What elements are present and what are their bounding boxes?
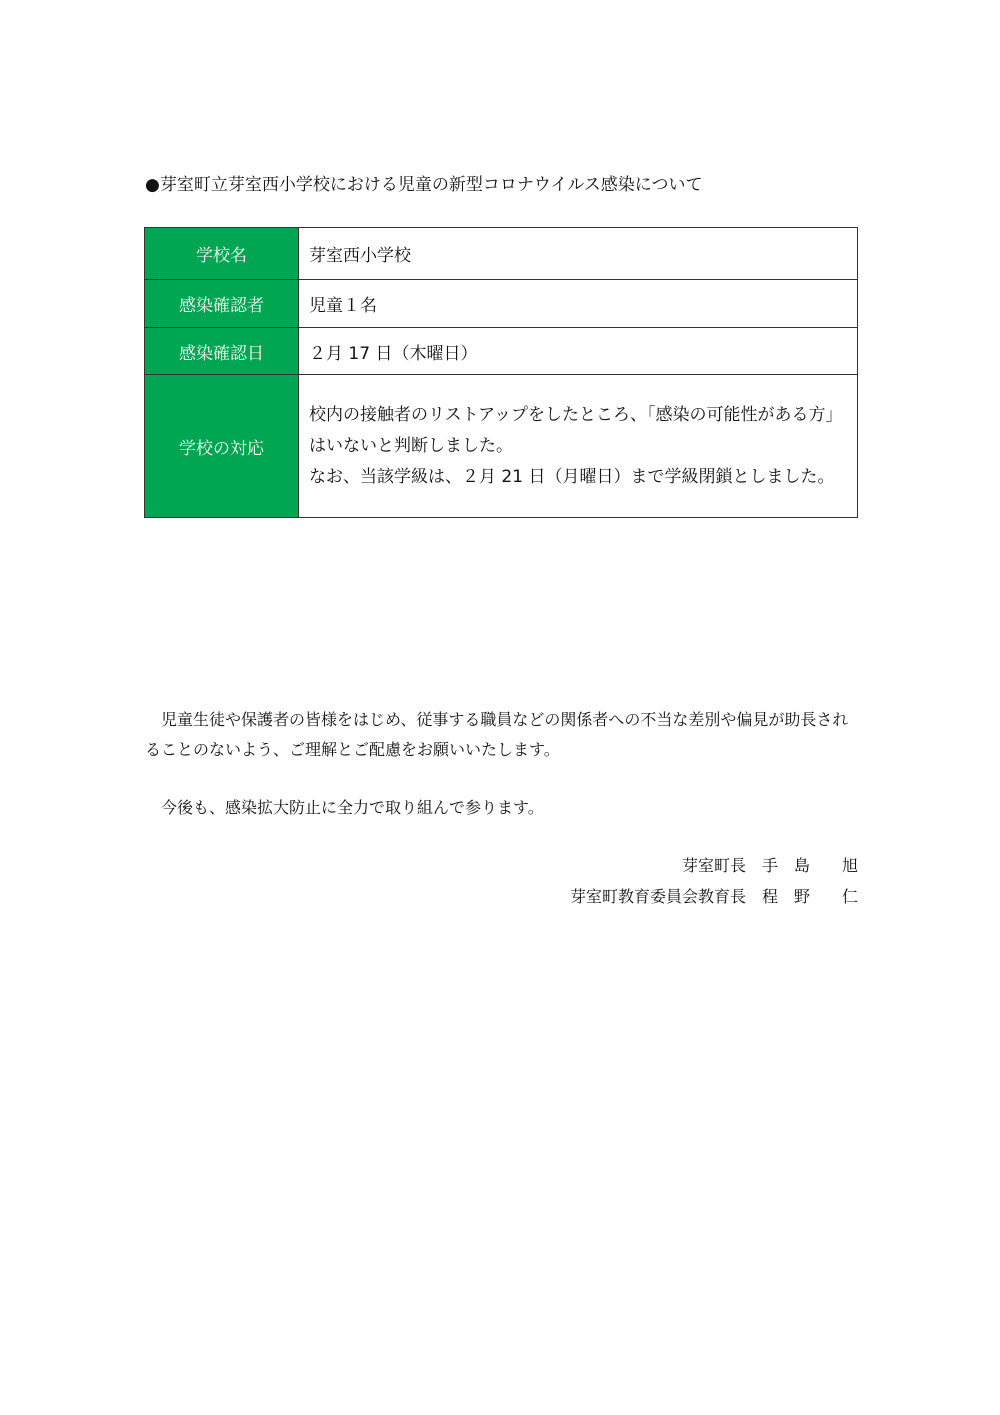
signature-superintendent: 芽室町教育委員会教育長 程 野 仁 — [569, 887, 858, 906]
row-label-infected: 感染確認者 — [145, 280, 299, 328]
signature-mayor: 芽室町長 手 島 旭 — [681, 856, 858, 875]
row-label-school-name: 学校名 — [145, 228, 299, 280]
row-value-school-name: 芽室西小学校 — [299, 228, 858, 280]
request-paragraph: 児童生徒や保護者の皆様をはじめ、従事する職員などの関係者への不当な差別や偏見が助長されることのないよう、ご理解とご配慮をお願いいたします。 — [145, 710, 849, 759]
response-line: なお、当該学級は、２月 21 日（月曜日）まで学級閉鎖としました。 — [309, 466, 835, 487]
commitment-paragraph: 今後も、感染拡大防止に全力で取り組んで参ります。 — [161, 798, 544, 817]
row-label-response: 学校の対応 — [145, 375, 299, 518]
info-table — [144, 227, 858, 518]
response-line: はいないと判断しました。 — [309, 435, 513, 456]
row-value-confirm-date: ２月 17 日（木曜日） — [299, 328, 858, 375]
table-row — [145, 280, 858, 328]
row-label-confirm-date: 感染確認日 — [145, 328, 299, 375]
table-row — [145, 228, 858, 280]
table-row — [145, 328, 858, 375]
row-value-response — [299, 375, 858, 518]
response-line: 校内の接触者のリストアップをしたところ、「感染の可能性がある方」 — [309, 404, 843, 425]
row-value-infected: 児童１名 — [299, 280, 858, 328]
notice-title: ●芽室町立芽室西小学校における児童の新型コロナウイルス感染について — [145, 175, 703, 195]
table-row — [145, 375, 858, 518]
